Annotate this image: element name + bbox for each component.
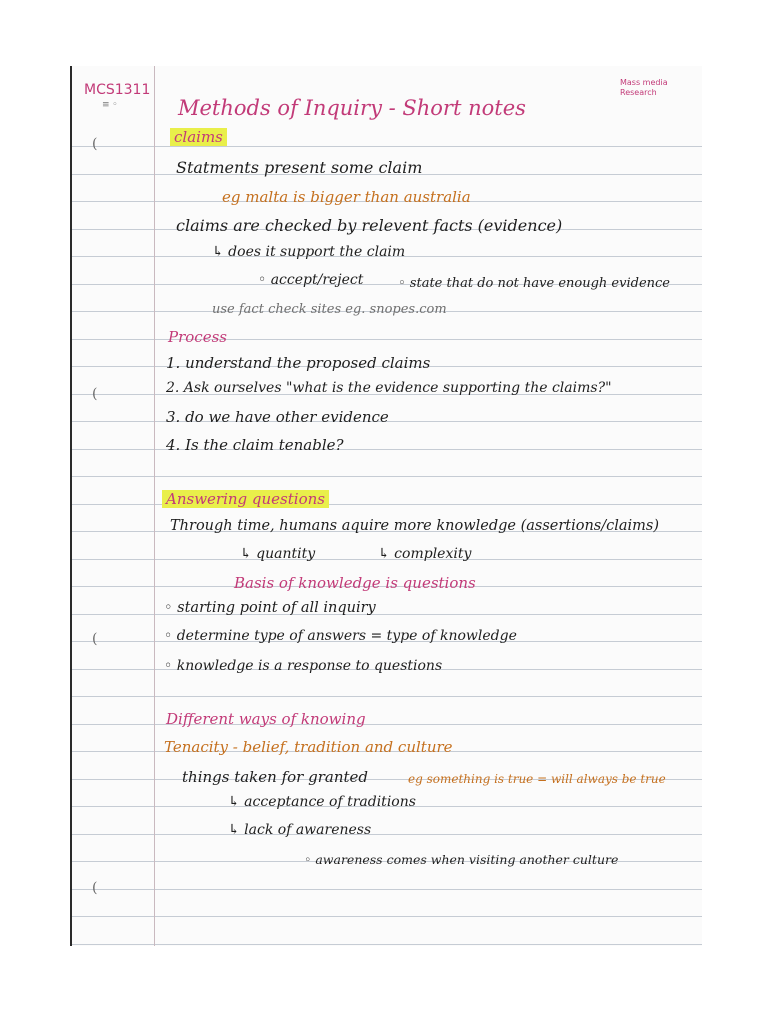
answering-heading <box>162 490 329 508</box>
answering-bullet: ◦ knowledge is a response to questions <box>164 658 443 674</box>
binder-hole-mark: ( <box>92 631 98 647</box>
ways-example: eg something is true = will always be true <box>408 772 666 786</box>
claims-support-arrow: ↳ does it support the claim <box>212 244 406 260</box>
complexity-arrow: ↳ complexity <box>378 546 472 562</box>
answering-line: Through time, humans aquire more knowledge (assertions/claims) <box>170 518 660 534</box>
process-step: 3. do we have other evidence <box>166 408 389 426</box>
process-heading: Process <box>168 328 227 346</box>
quantity-arrow: ↳ quantity <box>240 546 316 562</box>
ruled-line <box>72 146 702 147</box>
binder-hole-mark: ( <box>92 136 98 152</box>
corner-note: Mass media Research <box>620 78 668 97</box>
tenacity-line: Tenacity - belief, tradition and culture <box>164 738 453 756</box>
taken-for-granted-line: things taken for granted <box>182 768 368 786</box>
basis-line: Basis of knowledge is questions <box>234 574 476 592</box>
claims-state-bullet: ◦ state that do not have enough evidence <box>398 276 670 291</box>
ruled-line <box>72 944 702 945</box>
page-title: Methods of Inquiry - Short notes <box>178 96 526 120</box>
process-step: 2. Ask ourselves "what is the evidence supporting the claims?" <box>166 380 612 396</box>
binder-hole-mark: ( <box>92 880 98 896</box>
claims-heading <box>170 128 227 146</box>
ruled-line <box>72 916 702 917</box>
process-step: 1. understand the proposed claims <box>166 354 431 372</box>
margin-line <box>154 66 155 946</box>
answering-bullet: ◦ starting point of all inquiry <box>164 600 376 616</box>
course-code-mark: ≡ ◦ <box>102 100 118 110</box>
ruled-line <box>72 476 702 477</box>
ruled-line <box>72 696 702 697</box>
claims-line: Statments present some claim <box>176 158 423 177</box>
claims-checked-line: claims are checked by relevent facts (evidence) <box>176 216 563 235</box>
process-step: 4. Is the claim tenable? <box>166 436 344 454</box>
awareness-arrow: ↳ lack of awareness <box>228 822 372 838</box>
fact-check-note: use fact check sites eg. snopes.com <box>212 302 447 317</box>
answering-bullet: ◦ determine type of answers = type of knowledge <box>164 628 517 644</box>
claims-heading-text: claims <box>170 128 227 146</box>
claims-example: eg malta is bigger than australia <box>222 188 471 206</box>
ruled-line <box>72 834 702 835</box>
notebook-page <box>70 66 702 946</box>
ways-heading: Different ways of knowing <box>166 710 366 728</box>
ruled-line <box>72 339 702 340</box>
acceptance-arrow: ↳ acceptance of traditions <box>228 794 416 810</box>
claims-accept-bullet: ◦ accept/reject <box>258 272 364 288</box>
course-code: MCS1311 <box>84 82 151 98</box>
awareness-bullet: ◦ awareness comes when visiting another culture <box>304 852 619 867</box>
answering-heading-text: Answering questions <box>162 490 329 508</box>
binder-hole-mark: ( <box>92 386 98 402</box>
ruled-line <box>72 889 702 890</box>
